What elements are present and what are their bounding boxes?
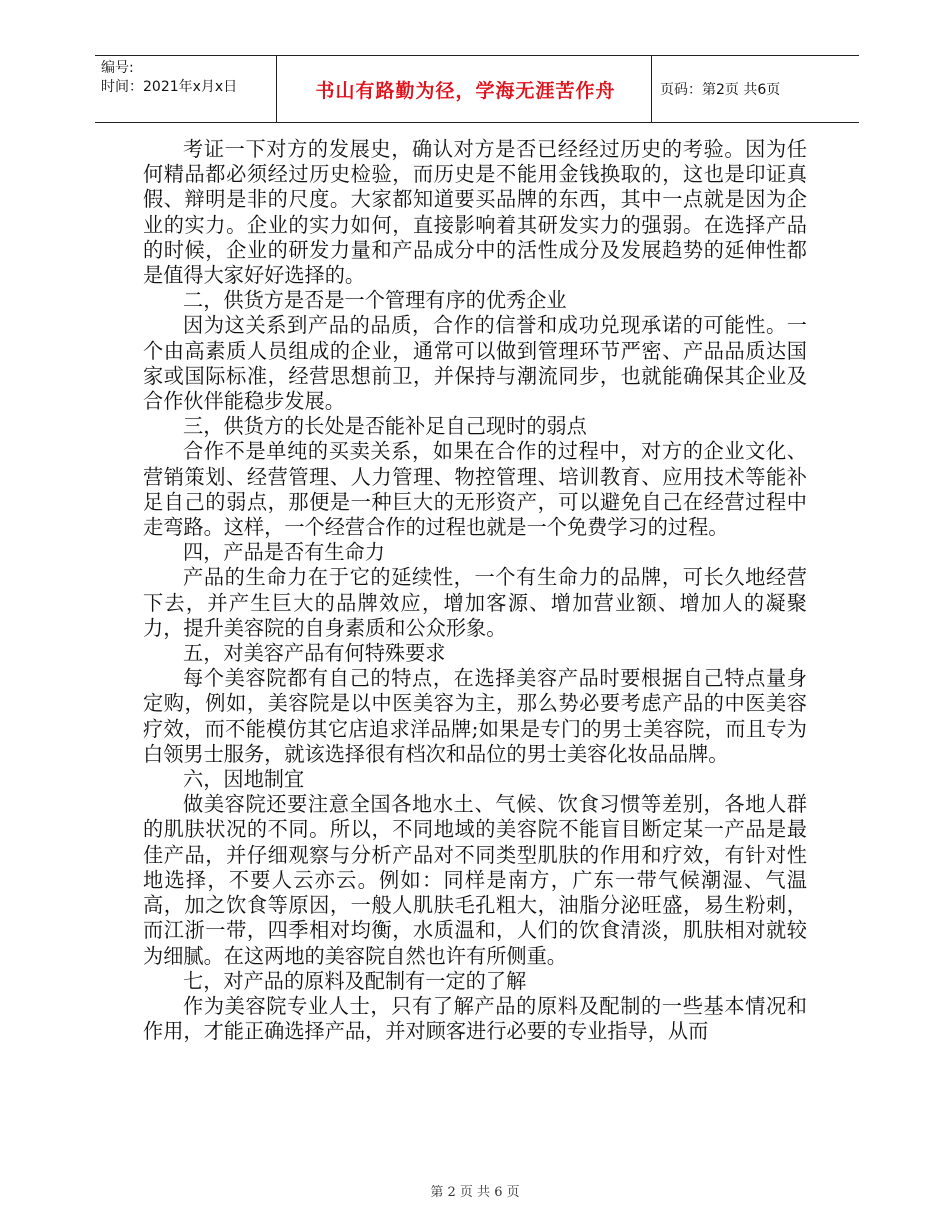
- paragraph: 考证一下对方的发展史，确认对方是否已经经过历史的考验。因为任何精品都必须经过历史检验，而历史是不能用金钱换取的，这也是印证真假、辩明是非的尺度。大家都知道要买品牌的东西，其中一点就是因为企业的实力。企业的实力如何，直接影响着其研发实力的强弱。在选择产品的时候，企业的研发力量和产品成分中的活性成分及发展趋势的延伸性都是值得大家好好选择的。: [143, 137, 807, 288]
- section-heading: 五，对美容产品有何特殊要求: [183, 641, 446, 666]
- paragraph: 做美容院还要注意全国各地水土、气候、饮食习惯等差别，各地人群的肌肤状况的不同。所以，不同地域的美容院不能盲目断定某一产品是最佳产品，并仔细观察与分析产品对不同类型肌肤的作用和疗效，有针对性地选择，不要人云亦云。例如：同样是南方，广东一带气候潮湿、气温高，加之饮食等原因，一般人肌肤毛孔粗大，油脂分泌旺盛，易生粉刺，而江浙一带，四季相对均衡，水质温和，人们的饮食清淡，肌肤相对就较为细腻。在这两地的美容院自然也许有所侧重。: [143, 792, 807, 968]
- header-divider-right: [651, 56, 652, 122]
- header-meta: [101, 59, 237, 97]
- paragraph: 合作不是单纯的买卖关系，如果在合作的过程中，对方的企业文化、营销策划、经营管理、人力管理、物控管理、培训教育、应用技术等能补足自己的弱点，那便是一种巨大的无形资产，可以避免自己在经营过程中走弯路。这样，一个经营合作的过程也就是一个免费学习的过程。: [143, 439, 807, 540]
- header-motto: 书山有路勤为径，学海无涯苦作舟: [315, 79, 616, 102]
- paragraph: 因为这关系到产品的品质，合作的信誉和成功兑现承诺的可能性。一个由高素质人员组成的企业，通常可以做到管理环节严密、产品品质达国家或国际标准，经营思想前卫，并保持与潮流同步，也就能确保其企业及合作伙伴能稳步发展。: [143, 313, 807, 414]
- time-label: 时间：2021年x月x日: [101, 79, 238, 95]
- section-heading: 二，供货方是否是一个管理有序的优秀企业: [183, 288, 567, 313]
- section-heading: 四，产品是否有生命力: [183, 540, 385, 565]
- section-heading: 三，供货方的长处是否能补足自己现时的弱点: [183, 414, 587, 439]
- section-heading: 六，因地制宜: [183, 767, 305, 792]
- doc-number-label: 编号:: [101, 60, 134, 76]
- header-divider-left: [276, 56, 277, 122]
- section-heading: 七，对产品的原料及配制有一定的了解: [183, 968, 527, 993]
- paragraph: 每个美容院都有自己的特点，在选择美容产品时要根据自己特点量身定购，例如，美容院是以中医美容为主，那么势必要考虑产品的中医美容疗效，而不能模仿其它店追求洋品牌;如果是专门的男士美容院，而且专为白领男士服务，就该选择很有档次和品位的男士美容化妆品品牌。: [143, 666, 807, 766]
- header-page-info: 页码：第2页 共6页: [660, 82, 781, 98]
- page-header: [95, 55, 859, 123]
- paragraph: 作为美容院专业人士，只有了解产品的原料及配制的一些基本情况和作用，才能正确选择产品，并对顾客进行必要的专业指导，从而: [143, 993, 807, 1044]
- paragraph: 产品的生命力在于它的延续性，一个有生命力的品牌，可长久地经营下去，并产生巨大的品牌效应，增加客源、增加营业额、增加人的凝聚力，提升美容院的自身素质和公众形象。: [143, 565, 807, 640]
- document-body: [143, 137, 807, 1044]
- page-footer: 第 2 页 共 6 页: [430, 1185, 520, 1200]
